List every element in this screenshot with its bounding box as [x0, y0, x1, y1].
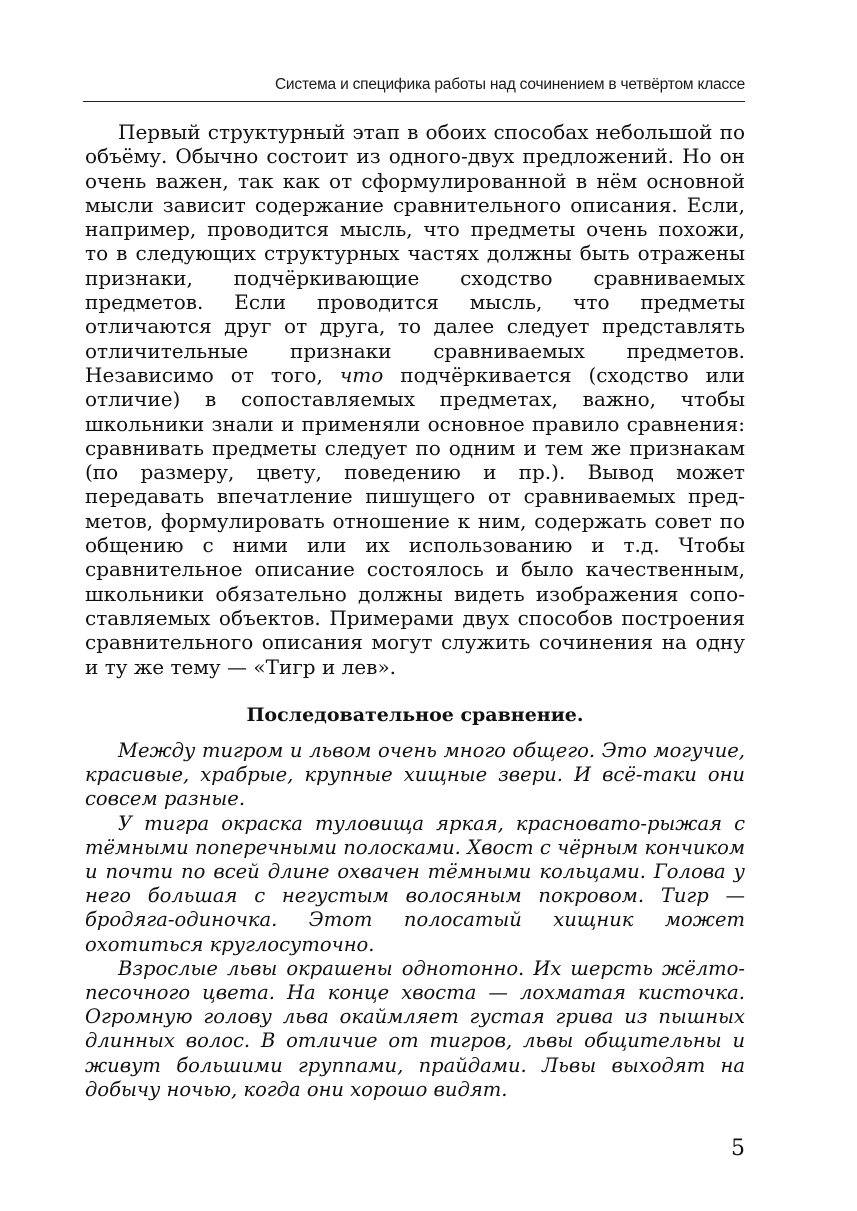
intro-emphasis: что	[339, 362, 384, 387]
essay-paragraph-2: У тигра окраска туловища яркая, красновато-рыжая с тёмными поперечными полосками. Хвост с чёрным кончиком и почти по всей длине охвачен тёмными кольцами. Голова у него большая с негустым волосяным покровом. Тигр — бродяга-одиночка. Этот полосатый хищник может охотиться круглосуточно.	[85, 811, 745, 956]
section-heading: Последовательное сравнение.	[246, 704, 584, 726]
intro-text-part1: Первый структурный этап в обоих способах небольшой по объёму. Обычно состоит из одного-двух предложений. Но он очень важен, так как от сформулированной в нём основной мысли зависит содержание сравнительного описания. Если, например, проводится мысль, что предметы очень похожи, то в следующих структурных частях должны быть отражены признаки, подчёркивающие сходство сравниваемых предметов. Если проводится мысль, что предметы отличаются друг от друга, то далее следует представлять отличительные признаки сравниваемых предметов. Независимо от того,	[85, 120, 745, 387]
essay-text	[85, 739, 745, 1102]
running-head-title: Система и специфика работы над сочинением в четвёртом классе	[274, 76, 745, 93]
essay-paragraph-1: Между тигром и львом очень много общего. Это могучие, красивые, храбрые, крупные хищные звери. И всё-таки они совсем разные.	[85, 739, 745, 811]
page-number: 5	[731, 1136, 745, 1161]
body-text	[85, 120, 745, 679]
header-rule	[83, 101, 745, 102]
intro-text-part2: подчёркивается (сходство или отличие) в сопоставляемых предметах, важно, чтобы школьники знали и применяли основное правило сравнения: сравнивать предметы следует по одним и тем же признакам (по размеру, цвету, поведению и пр.). Вывод может передавать впечатление пишущего от сравниваемых предметов, формулировать отношение к ним, содержать совет по общению с ними или их использованию и т.д. Чтобы сравнительное описание состоялось и было качественным, школьники обязательно должны видеть изображения сопоставляемых объектов. Примерами двух способов построения сравнительного описания могут служить сочинения на одну и ту же тему — «Тигр и лев».	[85, 362, 746, 679]
intro-paragraph	[85, 120, 745, 679]
essay-paragraph-3: Взрослые львы окрашены однотонно. Их шерсть жёлто-песочного цвета. На конце хвоста — лохматая кисточка. Огромную голову льва окаймляет густая грива из пышных длинных волос. В отличие от тигров, львы общительны и живут большими группами, прайдами. Львы выходят на добычу ночью, когда они хорошо видят.	[85, 956, 745, 1101]
